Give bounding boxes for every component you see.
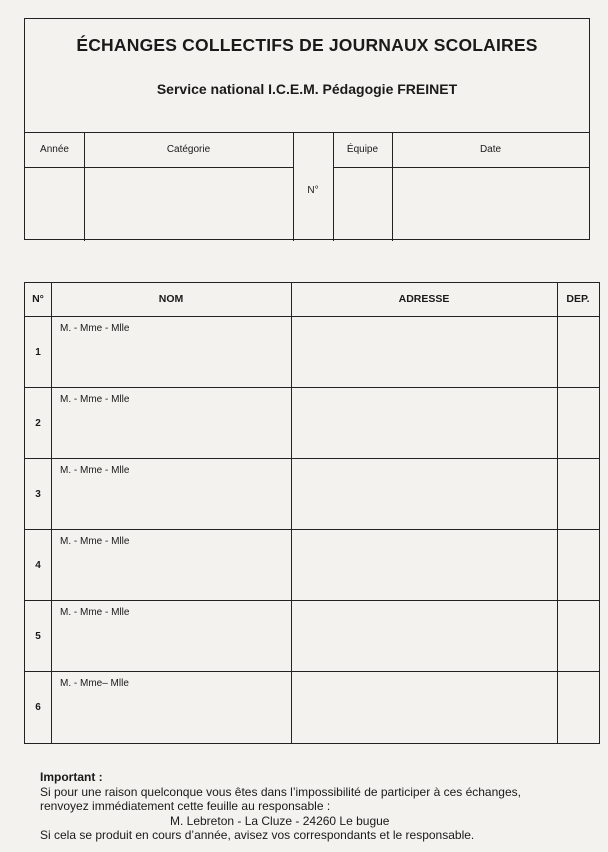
col-header-dep: DEP.	[566, 293, 590, 305]
participants-table	[24, 282, 600, 744]
row-civility: M. - Mme - Mlle	[60, 536, 130, 547]
row-number: 4	[35, 560, 41, 571]
field-date[interactable]	[392, 168, 589, 241]
field-categorie[interactable]	[84, 168, 293, 241]
row-divider	[25, 458, 599, 459]
row-number: 5	[35, 631, 41, 642]
footer-line: Si pour une raison quelconque vous êtes dans l’impossibilité de participer à ces échanges,	[40, 784, 521, 799]
form-subtitle: Service national I.C.E.M. Pédagogie FREINET	[156, 81, 458, 97]
row-divider	[25, 671, 599, 672]
col-divider	[291, 283, 292, 743]
col-header-adresse: ADRESSE	[398, 293, 450, 305]
row-civility: M. - Mme - Mlle	[60, 323, 130, 334]
label-equipe: Équipe	[346, 144, 379, 155]
footer-line: Si cela se produit en cours d’année, avisez vos correspondants et le responsable.	[40, 828, 475, 842]
form-title: ÉCHANGES COLLECTIFS DE JOURNAUX SCOLAIRES	[76, 35, 538, 55]
row-divider	[25, 316, 599, 317]
footer-line: renvoyez immédiatement cette feuille au responsable :	[40, 799, 331, 813]
label-date: Date	[479, 144, 502, 155]
row-civility: M. - Mme– Mlle	[60, 678, 129, 689]
row-divider	[25, 600, 599, 601]
col-divider	[51, 283, 52, 743]
col-header-num: N°	[32, 293, 44, 305]
responsible-address: M. Lebreton - La Cluze - 24260 Le bugue	[170, 813, 390, 828]
row-civility: M. - Mme - Mlle	[60, 465, 130, 476]
footer-heading: Important :	[40, 770, 103, 784]
row-number: 2	[35, 418, 41, 429]
label-categorie: Catégorie	[166, 144, 211, 155]
footer-notice	[40, 770, 600, 843]
label-numero: N°	[307, 185, 319, 196]
col-divider	[557, 283, 558, 743]
header-box	[24, 18, 590, 240]
row-divider	[25, 529, 599, 530]
field-equipe[interactable]	[333, 168, 392, 241]
row-civility: M. - Mme - Mlle	[60, 394, 130, 405]
row-number: 6	[35, 702, 41, 713]
row-civility: M. - Mme - Mlle	[60, 607, 130, 618]
row-number: 1	[35, 347, 41, 358]
col-header-nom: NOM	[158, 293, 184, 305]
label-annee: Année	[40, 144, 69, 155]
row-number: 3	[35, 489, 41, 500]
row-divider	[25, 387, 599, 388]
header-fields-grid	[25, 132, 589, 240]
field-annee[interactable]	[25, 168, 84, 241]
